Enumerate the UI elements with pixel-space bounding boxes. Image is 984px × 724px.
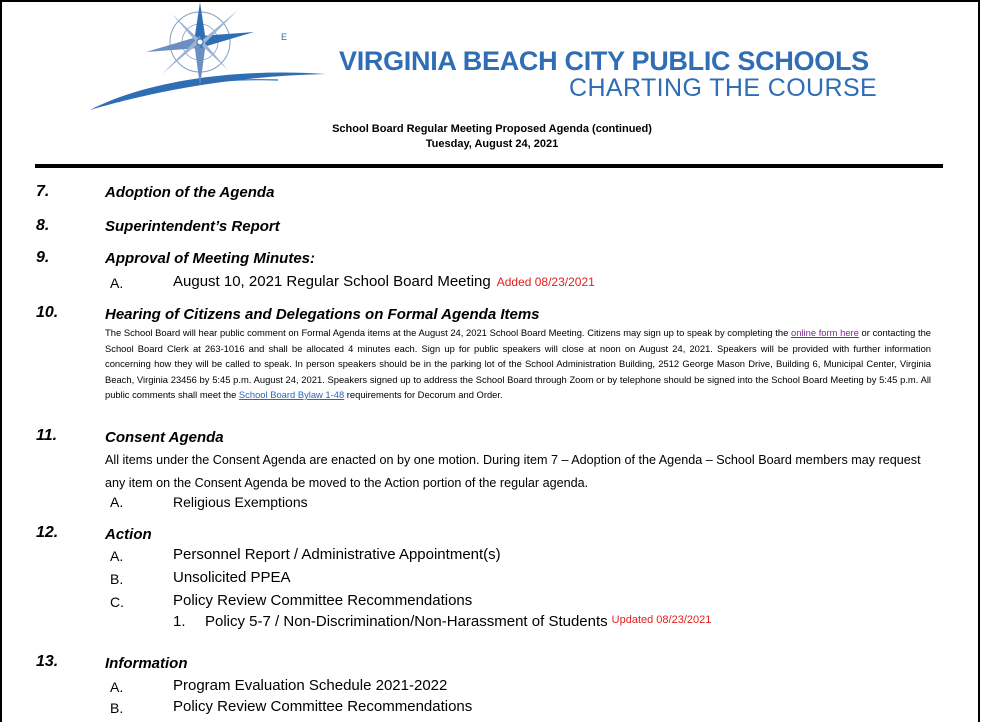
item-13-title: Information (105, 655, 188, 672)
agenda-date: Tuesday, August 24, 2021 (425, 138, 559, 150)
compass-rose-logo (88, 2, 328, 114)
item-10-text-3: requirements for Decorum and Order. (344, 389, 503, 400)
item-9a-letter: A. (110, 275, 124, 291)
item-11a-letter: A. (110, 494, 124, 510)
item-8-number: 8. (36, 217, 50, 234)
item-8-title: Superintendent’s Report (105, 218, 280, 235)
item-7-number: 7. (36, 183, 50, 200)
item-10-text-1: The School Board will hear public comment on Formal Agenda items at the August 24, 2021 School Board Meeting. Citizens may sign up to speak by completing the (105, 327, 792, 338)
org-name: VIRGINIA BEACH CITY PUBLIC SCHOOLS (339, 46, 869, 76)
item-7-title: Adoption of the Agenda (105, 184, 275, 201)
item-10-text-2: or contacting the School Board Clerk at 263-1016 and shall be allocated 4 minutes each. Sign up for public speakers will close at noon on August 24, 2021. Speakers will be provided with further information concerning how they will be called to speak. In person speakers should be in the parking lot of the School Administration Building, 2512 George Mason Drive, Building 6, Municipal Center, Virginia Beach, Virginia 23456 by 5:45 p.m. August 24, 2021. Speakers signed up to address the School Board through Zoom or by telephone should be signed into the School Board Meeting by 5:45 p.m. All public comments shall meet the (105, 327, 932, 400)
item-12c1-note: Updated 08/23/2021 (611, 614, 712, 626)
item-12a-text: Personnel Report / Administrative Appointment(s) (173, 546, 501, 563)
item-10-title: Hearing of Citizens and Delegations on Formal Agenda Items (105, 306, 540, 323)
item-9a-note: Added 08/23/2021 (496, 275, 595, 289)
compass-letter-e: E (281, 32, 288, 42)
item-12c1 (173, 613, 711, 630)
item-11a-text: Religious Exemptions (173, 494, 308, 510)
item-9-title: Approval of Meeting Minutes: (105, 250, 315, 267)
item-12-title: Action (105, 526, 152, 543)
item-13-number: 13. (36, 653, 59, 670)
item-9-number: 9. (36, 249, 50, 266)
item-12c-letter: C. (110, 594, 124, 610)
agenda-title: School Board Regular Meeting Proposed Agenda (continued) (332, 123, 652, 135)
item-13b-text: Policy Review Committee Recommendations (173, 698, 473, 715)
item-13a-text: Program Evaluation Schedule 2021-2022 (173, 677, 448, 694)
bylaw-link[interactable]: School Board Bylaw 1-48 (238, 389, 345, 400)
item-11-number: 11. (36, 427, 58, 444)
item-9a-label: August 10, 2021 Regular School Board Meeting (173, 273, 491, 290)
item-11-title: Consent Agenda (105, 429, 224, 446)
item-13a-letter: A. (110, 679, 124, 695)
header-divider (35, 164, 943, 168)
item-12c1-number: 1. (173, 613, 186, 630)
org-tagline: CHARTING THE COURSE (569, 74, 878, 102)
item-9a-text (173, 273, 595, 290)
item-12b-text: Unsolicited PPEA (173, 569, 291, 586)
item-11-description: All items under the Consent Agenda are enacted on by one motion. During item 7 – Adoption of the Agenda – School Board members may request any item on the Consent Agenda be moved to the Action portion of the regular agenda. (105, 453, 921, 490)
item-12-number: 12. (36, 524, 59, 541)
item-12c-text: Policy Review Committee Recommendations (173, 592, 473, 609)
online-form-link[interactable]: online form here (791, 327, 859, 338)
item-12c1-text: Policy 5-7 / Non-Discrimination/Non-Harassment of Students (205, 613, 608, 630)
item-10-description (105, 325, 931, 403)
item-12b-letter: B. (110, 571, 124, 587)
item-13b-letter: B. (110, 700, 124, 716)
item-12a-letter: A. (110, 548, 124, 564)
item-10-number: 10. (36, 304, 59, 321)
